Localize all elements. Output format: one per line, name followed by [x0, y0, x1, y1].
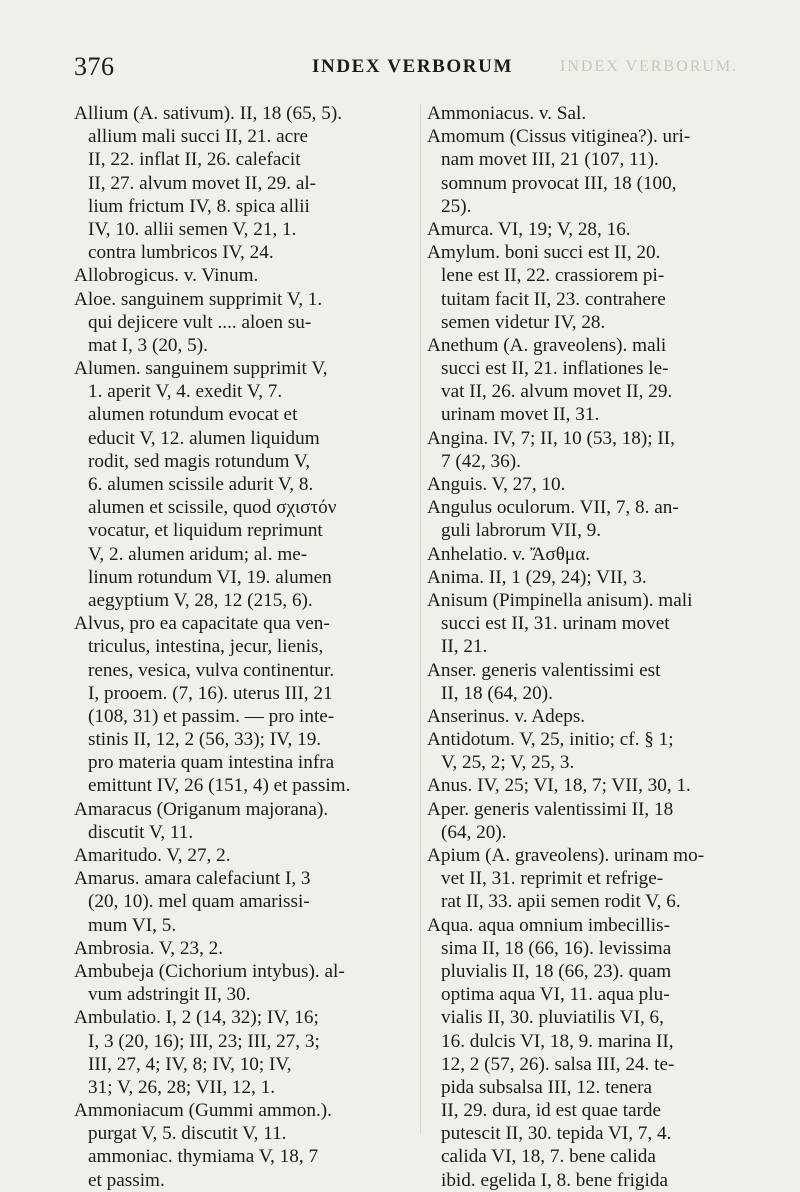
entry-continuation-line: educit V, 12. alumen liquidum [88, 427, 320, 449]
entry-continuation-line: vocatur, et liquidum reprimunt [88, 520, 323, 542]
index-entry [74, 288, 420, 358]
index-entry [427, 659, 757, 705]
entry-headword-line: Anserinus. v. Adeps. [427, 705, 586, 727]
entry-continuation-line: vialis II, 30. pluviatilis VI, 6, [441, 1007, 664, 1029]
entry-continuation-line: 25). [441, 195, 472, 217]
entry-continuation-line: nam movet III, 21 (107, 11). [441, 149, 659, 171]
entry-continuation-line: lium frictum IV, 8. spica allii [88, 195, 310, 217]
entry-continuation-line: pro materia quam intestina infra [88, 752, 335, 774]
entry-continuation-line: 6. alumen scissile adurit V, 8. [88, 474, 314, 495]
entry-headword-line: Ammoniacum (Gummi ammon.). [74, 1100, 332, 1122]
entry-continuation-line: semen videtur IV, 28. [441, 311, 606, 333]
entry-headword-line: Allobrogicus. v. Vinum. [74, 265, 259, 287]
entry-continuation-line: qui dejicere vult .... aloen su- [88, 311, 312, 333]
entry-continuation-line: II, 22. inflat II, 26. calefacit [88, 149, 301, 171]
index-entry [427, 334, 757, 427]
entry-continuation-line: 16. dulcis VI, 18, 9. marina II, [441, 1030, 674, 1052]
entry-headword-line: Amurca. VI, 19; V, 28, 16. [427, 218, 631, 240]
index-entry [427, 844, 757, 914]
entry-continuation-line: et passim. [88, 1169, 165, 1191]
entry-continuation-line: ammoniac. thymiama V, 18, 7 [88, 1146, 319, 1168]
entry-continuation-line: allium mali succi II, 21. acre [88, 126, 309, 148]
entry-headword-line: Angulus oculorum. VII, 7, 8. an- [427, 497, 679, 519]
entry-continuation-line: aegyptium V, 28, 12 (215, 6). [88, 589, 313, 611]
entry-headword-line: Angina. IV, 7; II, 10 (53, 18); II, [427, 427, 675, 449]
entry-continuation-line: 7 (42, 36). [441, 450, 521, 472]
entry-continuation-line: linum rotundum VI, 19. alumen [88, 566, 332, 588]
entry-continuation-line: V, 25, 2; V, 25, 3. [441, 752, 575, 774]
entry-headword-line: Amylum. boni succi est II, 20. [427, 242, 661, 264]
entry-continuation-line: mum VI, 5. [88, 914, 177, 936]
entry-headword-line: Ambulatio. I, 2 (14, 32); IV, 16; [74, 1007, 319, 1029]
entry-headword-line: Anethum (A. graveolens). mali [427, 334, 667, 356]
index-entry [74, 937, 420, 960]
index-entry [427, 566, 757, 589]
entry-continuation-line: somnum provocat III, 18 (100, [441, 172, 677, 194]
entry-headword-line: Anguis. V, 27, 10. [427, 474, 566, 495]
entry-continuation-line: vat II, 26. alvum movet II, 29. [441, 381, 673, 403]
entry-continuation-line: triculus, intestina, jecur, lienis, [88, 636, 324, 658]
entry-continuation-line: I, prooem. (7, 16). uterus III, 21 [88, 682, 333, 704]
entry-continuation-line: mat I, 3 (20, 5). [88, 334, 208, 356]
index-entry [74, 867, 420, 937]
index-entry [427, 774, 757, 797]
index-entry [427, 241, 757, 334]
entry-headword-line: Aqua. aqua omnium imbecillis- [427, 914, 670, 936]
index-entry [427, 589, 757, 659]
index-entry [74, 1099, 420, 1192]
entry-continuation-line: pluvialis II, 18 (66, 23). quam [441, 960, 672, 982]
entry-continuation-line: tuitam facit II, 23. contrahere [441, 288, 666, 310]
entry-continuation-line: II, 21. [441, 636, 488, 658]
bleed-through-text: INDEX VERBORUM. [560, 58, 739, 75]
entry-continuation-line: rodit, sed magis rotundum V, [88, 450, 311, 472]
entry-headword-line: Anisum (Pimpinella anisum). mali [427, 589, 693, 611]
index-entry [427, 496, 757, 542]
entry-headword-line: Antidotum. V, 25, initio; cf. § 1; [427, 729, 674, 751]
entry-continuation-line: 1. aperit V, 4. exedit V, 7. [88, 381, 283, 403]
entry-headword-line: Amaracus (Origanum majorana). [74, 798, 329, 820]
entry-headword-line: Ammoniacus. v. Sal. [427, 103, 587, 124]
entry-continuation-line: II, 29. dura, id est quae tarde [441, 1100, 662, 1122]
entry-continuation-line: succi est II, 21. inflationes le- [441, 358, 669, 380]
entry-headword-line: Ambubeja (Cichorium intybus). al- [74, 960, 345, 982]
index-entry [427, 543, 757, 566]
index-entry [427, 705, 757, 728]
entry-headword-line: Aloe. sanguinem supprimit V, 1. [74, 288, 323, 310]
entry-continuation-line: succi est II, 31. urinam movet [441, 613, 670, 635]
entry-continuation-line: (108, 31) et passim. — pro inte- [88, 705, 335, 727]
entry-headword-line: Anima. II, 1 (29, 24); VII, 3. [427, 566, 647, 588]
entry-continuation-line: V, 2. alumen aridum; al. me- [88, 543, 308, 565]
entry-continuation-line: emittunt IV, 26 (151, 4) et passim. [88, 775, 351, 797]
entry-continuation-line: sima II, 18 (66, 16). levissima [441, 937, 672, 959]
entry-continuation-line: purgat V, 5. discutit V, 11. [88, 1123, 287, 1145]
entry-continuation-line: II, 27. alvum movet II, 29. al- [88, 172, 317, 194]
index-entry [427, 125, 757, 218]
right-column [427, 102, 757, 1192]
entry-continuation-line: IV, 10. allii semen V, 21, 1. [88, 218, 297, 240]
entry-continuation-line: renes, vesica, vulva continentur. [88, 659, 335, 681]
index-entry [427, 473, 757, 496]
entry-continuation-line: discutit V, 11. [88, 821, 194, 843]
index-entry [74, 798, 420, 844]
entry-headword-line: Alumen. sanguinem supprimit V, [74, 358, 328, 380]
entry-headword-line: Anus. IV, 25; VI, 18, 7; VII, 30, 1. [427, 775, 691, 797]
entry-headword-line: Anser. generis valentissimi est [427, 659, 661, 681]
entry-continuation-line: calida VI, 18, 7. bene calida [441, 1146, 656, 1168]
entry-continuation-line: vum adstringit II, 30. [88, 984, 251, 1006]
entry-continuation-line: guli labrorum VII, 9. [441, 520, 602, 542]
entry-continuation-line: vet II, 31. reprimit et refrige- [441, 868, 664, 890]
index-entry [74, 960, 420, 1006]
entry-continuation-line: II, 18 (64, 20). [441, 682, 553, 704]
entry-headword-line: Apium (A. graveolens). urinam mo- [427, 845, 705, 866]
index-entry [427, 728, 757, 774]
index-entry [427, 798, 757, 844]
page-number: 376 [74, 52, 115, 81]
index-entry [74, 357, 420, 612]
index-entry [74, 844, 420, 867]
left-column [74, 102, 420, 1192]
entry-continuation-line: 31; V, 26, 28; VII, 12, 1. [88, 1076, 276, 1098]
entry-continuation-line: putescit II, 30. tepida VI, 7, 4. [441, 1123, 672, 1145]
entry-continuation-line: alumen rotundum evocat et [88, 404, 298, 426]
entry-headword-line: Amomum (Cissus vitiginea?). uri- [427, 126, 691, 148]
index-entry [74, 1006, 420, 1099]
index-entry [427, 427, 757, 473]
entry-continuation-line: (64, 20). [441, 821, 507, 843]
entry-headword-line: Amaritudo. V, 27, 2. [74, 845, 231, 866]
entry-continuation-line: III, 27, 4; IV, 8; IV, 10; IV, [88, 1053, 292, 1075]
column-gutter [420, 104, 421, 1134]
entry-continuation-line: ibid. egelida I, 8. bene frigida [441, 1169, 668, 1191]
index-entry [74, 264, 420, 287]
index-entry [74, 612, 420, 798]
entry-continuation-line: I, 3 (20, 16); III, 23; III, 27, 3; [88, 1030, 320, 1052]
entry-headword-line: Alvus, pro ea capacitate qua ven- [74, 613, 330, 635]
index-entry [427, 914, 757, 1192]
entry-continuation-line: 12, 2 (57, 26). salsa III, 24. te- [441, 1053, 675, 1075]
index-entry [427, 218, 757, 241]
index-entry [427, 102, 757, 125]
entry-continuation-line: pida subsalsa III, 12. tenera [441, 1076, 652, 1098]
index-entry [74, 102, 420, 264]
entry-continuation-line: stinis II, 12, 2 (56, 33); IV, 19. [88, 729, 322, 751]
entry-continuation-line: lene est II, 22. crassiorem pi- [441, 265, 665, 287]
running-head-title: INDEX VERBORUM [312, 56, 513, 77]
entry-continuation-line: contra lumbricos IV, 24. [88, 242, 274, 264]
entry-continuation-line: optima aqua VI, 11. aqua plu- [441, 984, 670, 1006]
entry-continuation-line: (20, 10). mel quam amarissi- [88, 891, 310, 913]
entry-headword-line: Amarus. amara calefaciunt I, 3 [74, 868, 311, 890]
entry-continuation-line: rat II, 33. apii semen rodit V, 6. [441, 891, 681, 913]
entry-headword-line: Allium (A. sativum). II, 18 (65, 5). [74, 103, 343, 124]
entry-headword-line: Ambrosia. V, 23, 2. [74, 937, 224, 959]
entry-headword-line: Aper. generis valentissimi II, 18 [427, 798, 674, 820]
entry-headword-line: Anhelatio. v. Ἄσθμα. [427, 543, 591, 565]
entry-continuation-line: urinam movet II, 31. [441, 404, 600, 426]
entry-continuation-line: alumen et scissile, quod σχιστόν [88, 497, 337, 519]
